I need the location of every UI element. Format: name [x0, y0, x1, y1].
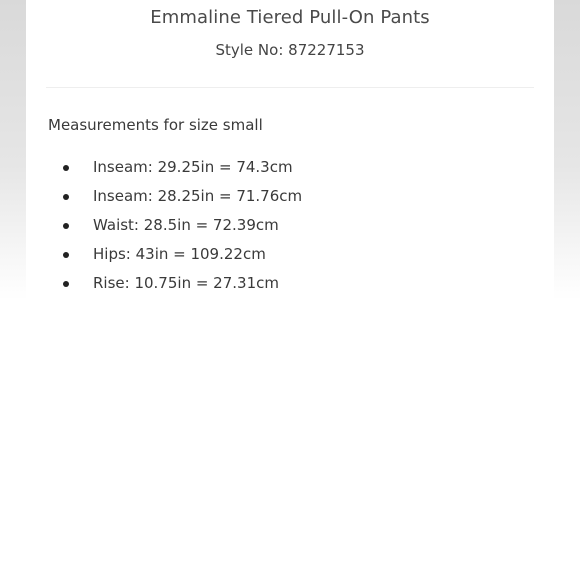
measurement-text: Rise: 10.75in = 27.31cm	[93, 274, 279, 292]
measurement-text: Inseam: 28.25in = 71.76cm	[93, 187, 303, 205]
right-side-shade	[554, 0, 580, 300]
bullet-icon	[63, 194, 69, 200]
section-divider	[46, 87, 534, 88]
bullet-icon	[63, 223, 69, 229]
style-number: Style No: 87227153	[215, 41, 365, 59]
bullet-icon	[63, 165, 69, 171]
bullet-icon	[63, 252, 69, 258]
measurement-text: Waist: 28.5in = 72.39cm	[93, 216, 279, 234]
measurement-text: Inseam: 29.25in = 74.3cm	[93, 158, 293, 176]
measurement-text: Hips: 43in = 109.22cm	[93, 245, 266, 263]
measurements-heading: Measurements for size small	[48, 116, 263, 134]
bullet-icon	[63, 281, 69, 287]
left-side-shade	[0, 0, 26, 300]
product-details-card	[26, 0, 554, 580]
product-title: Emmaline Tiered Pull-On Pants	[150, 7, 430, 28]
